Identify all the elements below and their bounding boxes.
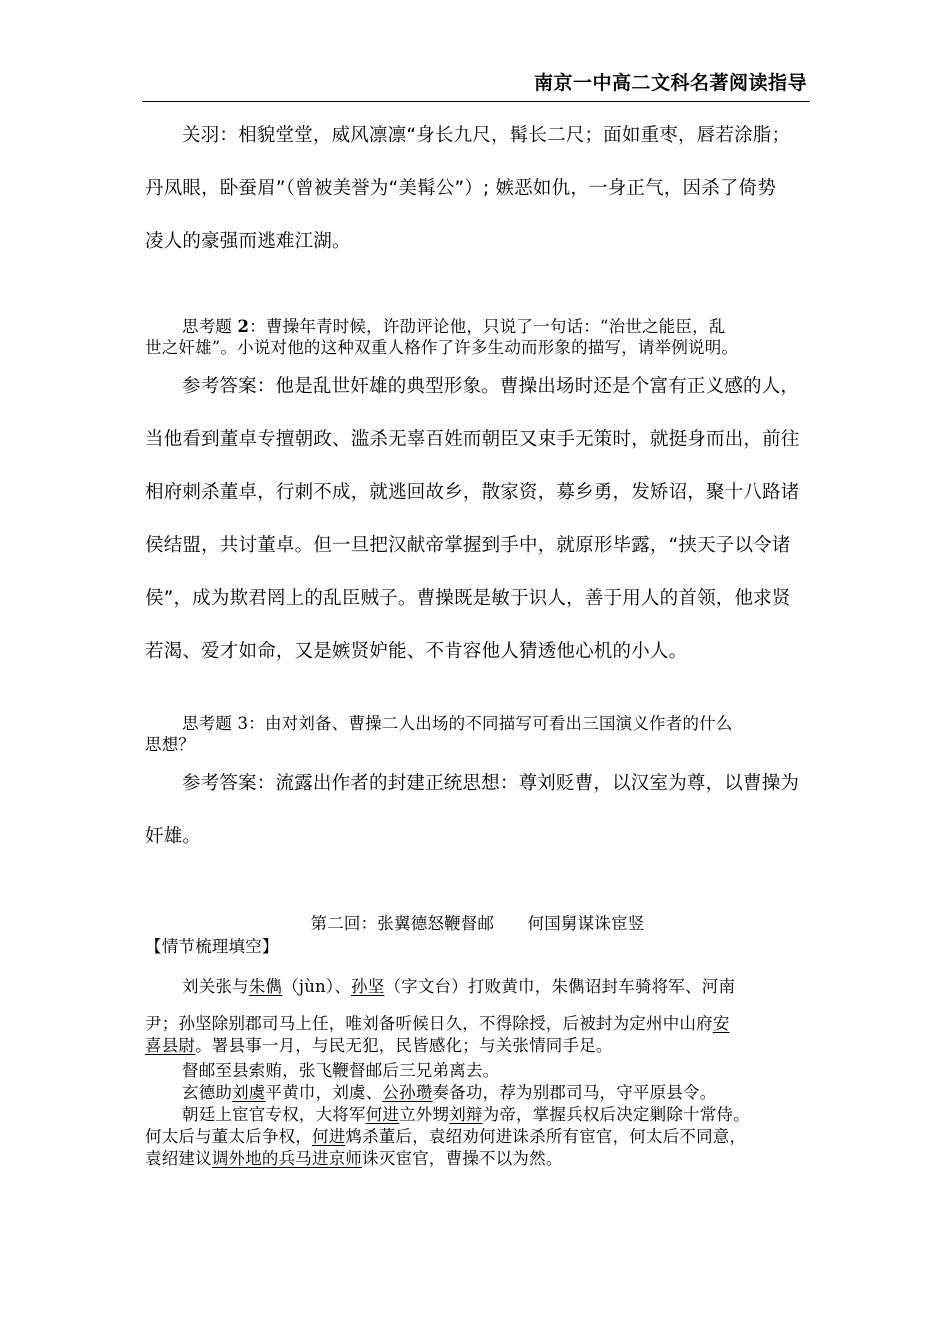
plot-text: 立外甥 xyxy=(399,1105,450,1124)
fill-blank-answer: 安 xyxy=(712,1014,730,1033)
plot-text: 督邮至县索贿，张飞鞭督邮后三兄弟离去。 xyxy=(182,1061,500,1080)
text-line: 世之奸雄”。小说对他的这种双重人格作了许多生动而形象的描写，请举例说明。 xyxy=(145,338,739,357)
fill-blank-answer: 孙坚 xyxy=(351,977,385,996)
plot-text: （字文台） xyxy=(384,977,468,996)
plot-text: 奏备功，荐为别郡司马，守平原县令。 xyxy=(432,1083,717,1102)
text-line: 当他看到董卓专擅朝政、滥杀无辜百姓而朝臣又束手无策时，就挺身而出，前往 xyxy=(145,429,800,450)
text-line: 思考题 3：由对刘备、曹操二人出场的不同描写可看出三国演义作者的什么 xyxy=(182,714,733,733)
fill-blank-answer: 公孙瓒 xyxy=(382,1083,433,1102)
plot-text: 刘关张与 xyxy=(182,977,249,996)
fill-blank-answer: 喜县尉 xyxy=(145,1036,196,1055)
plot-text: 朝廷上宦官专权，大将军 xyxy=(182,1105,366,1124)
fill-blank-answer: 刘辩 xyxy=(449,1105,483,1124)
fill-blank-answer: 朱儁 xyxy=(248,977,283,996)
plot-text: 玄德助 xyxy=(182,1083,233,1102)
plot-text: 为帝，掌握兵权后决定剿除十常侍。 xyxy=(482,1105,750,1124)
chapter-title: 第二回：张翼德怒鞭督邮 何国舅谋诛宦竖 xyxy=(310,914,645,933)
guanyu-paragraph xyxy=(145,109,810,268)
fill-blank-answer: 刘虞 xyxy=(232,1083,266,1102)
text-line: 丹凤眼，卧蚕眉”（曾被美誉为“美髯公”）; 嫉恶如仇，一身正气，因杀了倚势 xyxy=(145,178,777,199)
text-line: 奸雄。 xyxy=(145,826,202,847)
question-number: 2 xyxy=(237,317,250,336)
plot-text: 诛灭宦官，曹操不以为然。 xyxy=(362,1149,563,1168)
text-line: 相府刺杀董卓，行刺不成，就逃回故乡，散家资，募乡勇，发矫诏，聚十八路诸 xyxy=(145,482,800,503)
plot-text: 鸩杀董后，袁绍劝何进诛杀所有宦官，何太后不同意， xyxy=(345,1127,747,1146)
text-line: 侯结盟，共讨董卓。但一旦把汉献帝掌握到手中，就原形毕露，“挟天子以令诸 xyxy=(145,535,791,556)
answer-2 xyxy=(145,360,810,678)
plot-text: 何太后与董太后争权， xyxy=(145,1127,312,1146)
text-line: 若渴、爱才如命，又是嫉贤妒能、不肯容他人猜透他心机的小人。 xyxy=(145,641,688,662)
fill-blank-answer: 何进 xyxy=(312,1127,346,1146)
fill-blank-answer: 调外地的兵马进京师 xyxy=(211,1149,363,1168)
fill-blank-answer: 何进 xyxy=(365,1105,400,1124)
plot-paragraph xyxy=(145,1060,810,1170)
question-text: ：曹操年青时候，许劭评论他，只说了一句话：“治世之能臣，乱 xyxy=(249,317,726,336)
text-line: 参考答案：流露出作者的封建正统思想：尊刘贬曹，以汉室为尊，以曹操为 xyxy=(182,773,800,794)
plot-line xyxy=(145,976,810,998)
text-line: 参考答案：他是乱世奸雄的典型形象。曹操出场时还是个富有正义感的人， xyxy=(182,376,800,397)
plot-line xyxy=(145,1013,810,1057)
text-line: 关羽：相貌堂堂，威风凛凛“身长九尺，髯长二尺；面如重枣，唇若涂脂； xyxy=(182,125,791,146)
plot-text: 袁绍建议 xyxy=(145,1149,212,1168)
text-line: 侯”，成为欺君罔上的乱臣贼子。曹操既是敏于识人，善于用人的首领，他求贤 xyxy=(145,588,791,609)
answer-3 xyxy=(145,757,810,863)
plot-text: （jùn）、 xyxy=(282,977,352,996)
question-label: 思考题 xyxy=(182,317,238,336)
plot-text: 平黄巾，刘虞、 xyxy=(265,1083,383,1102)
question-2 xyxy=(145,316,810,358)
plot-text: 。署县事一月，与民无犯，民皆感化；与关张情同手足。 xyxy=(195,1036,613,1055)
text-line xyxy=(145,316,810,337)
plot-text: 尹；孙坚除别郡司马上任，唯刘备听候日久，不得除授，后被封为定州中山府 xyxy=(145,1014,713,1033)
question-3 xyxy=(145,713,810,755)
header-divider xyxy=(142,101,810,102)
text-line: 凌人的豪强而逃难江湖。 xyxy=(145,231,351,252)
header-title: 南京一中高二文科名著阅读指导 xyxy=(533,72,807,94)
text-line: 思想？ xyxy=(145,735,196,754)
section-heading: 【情节梳理填空】 xyxy=(145,937,279,956)
plot-text: 打败黄巾，朱儁诏封车骑将军、河南 xyxy=(467,977,736,996)
